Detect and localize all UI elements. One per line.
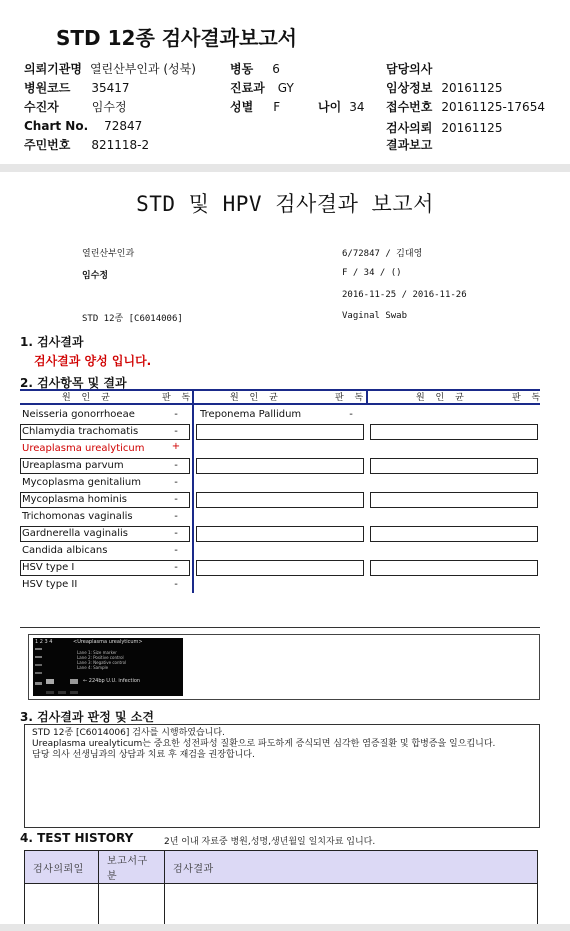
field-sex: 성별 F <box>230 100 281 114</box>
pathogen-result: - <box>174 579 178 590</box>
table-header-rule <box>20 403 540 405</box>
pathogen-name: Gardnerella vaginalis <box>22 528 128 539</box>
gel-lane-numbers: 1 2 3 4 <box>35 639 53 645</box>
test-history-table <box>24 850 538 928</box>
pathogen-result: - <box>174 511 178 522</box>
report-dates: 2016-11-25 / 2016-11-26 <box>342 290 467 300</box>
opinion-line: STD 12종 [C6014006] 검사를 시행하였습니다. <box>32 728 225 738</box>
empty-result-box <box>196 492 364 508</box>
gel-band-label: ← 224bp U.U. infection <box>83 678 141 684</box>
col-header-pathogen-1: 원 인 균 <box>62 393 114 403</box>
report-title: STD 및 HPV 검사결과 보고서 <box>136 192 434 216</box>
section4-title: 4. TEST HISTORY <box>20 831 134 845</box>
history-col-request-date: 검사의뢰일 <box>25 851 99 884</box>
pathogen-result: - <box>174 545 178 556</box>
history-col-report-type: 보고서구분 <box>99 851 165 884</box>
field-resident-no: 주민번호 821118-2 <box>24 138 150 152</box>
pathogen-name: Neisseria gonorrhoeae <box>22 409 135 420</box>
field-requesting-institution: 의뢰기관명 열린산부인과 (성북) <box>24 62 196 76</box>
empty-result-box <box>196 560 364 576</box>
pathogen-result: - <box>174 409 178 420</box>
history-col-result: 검사결과 <box>165 851 538 884</box>
pathogen-result: - <box>174 426 178 437</box>
report-hospital: 열린산부인과 <box>82 249 135 259</box>
pathogen-name: Trichomonas vaginalis <box>22 511 133 522</box>
empty-result-box <box>370 560 538 576</box>
col-header-judgement-3: 판 독 <box>512 393 545 403</box>
pathogen-name-positive: Ureaplasma urealyticum <box>22 443 145 454</box>
report-specimen: Vaginal Swab <box>342 311 408 321</box>
field-request-date: 검사의뢰 20161125 <box>386 121 503 135</box>
result-summary-positive: 검사결과 양성 입니다. <box>34 354 152 368</box>
pathogen-result-positive: + <box>171 441 181 452</box>
report-test-code: STD 12종 [C6014006] <box>82 314 183 324</box>
pathogen-name: Mycoplasma hominis <box>22 494 127 505</box>
page-bottom-separator <box>0 924 570 931</box>
empty-result-box <box>370 492 538 508</box>
empty-result-box <box>196 424 364 440</box>
history-note: 2년 이내 자료중 병원,성명,생년월일 일치자료 입니다. <box>164 837 376 847</box>
report-sex-age: F / 34 / () <box>342 268 402 278</box>
empty-result-box <box>196 458 364 474</box>
pathogen-result: - <box>174 528 178 539</box>
field-ward: 병동 6 <box>230 62 280 76</box>
table-divider-1 <box>192 389 194 593</box>
pathogen-result: - <box>174 562 178 573</box>
field-age: 나이 34 <box>318 100 365 114</box>
report-page <box>0 172 570 924</box>
pathogen-name: Mycoplasma genitalium <box>22 477 141 488</box>
field-doctor: 담당의사 <box>386 62 433 76</box>
col-header-pathogen-2: 원 인 균 <box>230 393 282 403</box>
pathogen-result: - <box>174 477 178 488</box>
section1-title: 1. 검사결과 <box>20 335 84 349</box>
empty-result-box <box>196 526 364 542</box>
field-department: 진료과 GY <box>230 81 294 95</box>
pathogen-name: HSV type II <box>22 579 78 590</box>
section2-title: 2. 검사항목 및 결과 <box>20 376 127 390</box>
col-header-judgement-1: 판 독 <box>162 393 195 403</box>
empty-result-box <box>370 424 538 440</box>
pathogen-result: - <box>174 494 178 505</box>
opinion-line: Ureaplasma urealyticum는 중요한 성전파성 질환으로 파도하게 증식되면 심각한 염증질환 및 합병증을 일으킵니다. <box>32 739 496 749</box>
field-hospital-code: 병원코드 35417 <box>24 81 130 95</box>
page-separator <box>0 164 570 172</box>
pathogen-name: HSV type I <box>22 562 75 573</box>
field-clinical-info: 임상정보 20161125 <box>386 81 503 95</box>
report-patient: 임수정 <box>82 271 109 281</box>
gel-photo <box>33 638 183 696</box>
pathogen-name: Chlamydia trachomatis <box>22 426 139 437</box>
summary-header <box>0 0 570 164</box>
table-row <box>25 884 538 928</box>
table-divider-2 <box>366 389 368 405</box>
section3-title: 3. 검사결과 판정 및 소견 <box>20 710 154 724</box>
col-header-pathogen-3: 원 인 균 <box>416 393 468 403</box>
field-chart-no: Chart No. 72847 <box>24 119 143 133</box>
pathogen-result: - <box>349 409 353 420</box>
pathogen-name: Ureaplasma parvum <box>22 460 124 471</box>
field-report-date: 결과보고 <box>386 138 433 152</box>
pathogen-name: Treponema Pallidum <box>200 409 302 420</box>
empty-result-box <box>370 458 538 474</box>
empty-result-box <box>370 526 538 542</box>
pathogen-result: - <box>174 460 178 471</box>
field-receipt-no: 접수번호 20161125-17654 <box>386 100 545 114</box>
opinion-box <box>24 724 540 828</box>
col-header-judgement-2: 판 독 <box>335 393 368 403</box>
gel-caption: <Ureaplasma urealyticum> <box>73 639 143 645</box>
pathogen-name: Candida albicans <box>22 545 108 556</box>
field-patient: 수진자 임수정 <box>24 100 127 114</box>
report-chart-doctor: 6/72847 / 김대영 <box>342 249 423 259</box>
gel-legend: Lane 1: Size marker Lane 2: Positive control Lane 3: Negative control Lane 4: Sample <box>77 650 127 670</box>
image-top-rule <box>20 627 540 628</box>
gel-electrophoresis-image <box>28 634 540 700</box>
opinion-line: 담당 의사 선생님과의 상담과 치료 후 재검을 권장합니다. <box>32 750 255 760</box>
summary-title: STD 12종 검사결과보고서 <box>56 26 297 50</box>
